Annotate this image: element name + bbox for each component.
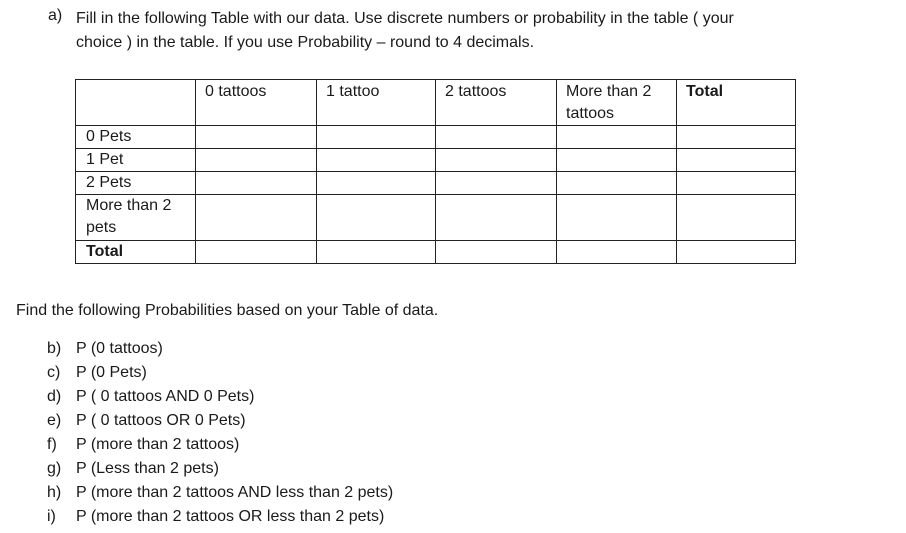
table-cell[interactable]	[317, 195, 436, 241]
table-cell[interactable]	[436, 149, 557, 172]
table-cell[interactable]	[317, 149, 436, 172]
question-label: e)	[47, 412, 62, 429]
table-cell[interactable]	[436, 172, 557, 195]
question-label: h)	[47, 484, 62, 501]
question-label: i)	[47, 508, 56, 525]
table-corner-cell[interactable]	[76, 80, 196, 126]
table-cell[interactable]	[196, 126, 317, 149]
table-cell[interactable]	[677, 126, 796, 149]
probabilities-instructions: Find the following Probabilities based on your Table of data.	[16, 302, 439, 319]
header-2-tattoos: 2 tattoos	[436, 80, 557, 126]
question-text: P (Less than 2 pets)	[76, 460, 219, 477]
table-cell[interactable]	[317, 126, 436, 149]
part-a-line-1: Fill in the following Table with our data. Use discrete numbers or probability in the table ( your	[76, 10, 734, 27]
header-total: Total	[677, 80, 796, 126]
question-text: P (0 tattoos)	[76, 340, 163, 357]
table-cell[interactable]	[196, 172, 317, 195]
table-cell[interactable]	[557, 149, 677, 172]
table-cell[interactable]	[557, 195, 677, 241]
table-cell[interactable]	[677, 195, 796, 241]
table-header-row	[76, 80, 796, 126]
row-label-1-pet: 1 Pet	[76, 149, 196, 172]
question-label: d)	[47, 388, 62, 405]
header-0-tattoos: 0 tattoos	[196, 80, 317, 126]
row-label-more-than-2-pets: More than 2 pets	[76, 195, 196, 241]
table-row	[76, 126, 796, 149]
question-label: g)	[47, 460, 62, 477]
part-a-text	[76, 7, 836, 55]
table-row	[76, 172, 796, 195]
row-label-0-pets: 0 Pets	[76, 126, 196, 149]
table-cell[interactable]	[557, 126, 677, 149]
question-label: b)	[47, 340, 62, 357]
table-cell[interactable]	[317, 172, 436, 195]
table-row	[76, 241, 796, 264]
header-more-than-2-tattoos: More than 2 tattoos	[557, 80, 677, 126]
table-cell[interactable]	[677, 172, 796, 195]
table-cell[interactable]	[196, 149, 317, 172]
table-cell[interactable]	[436, 195, 557, 241]
table-cell[interactable]	[317, 241, 436, 264]
table-cell[interactable]	[557, 241, 677, 264]
part-a-label: a)	[48, 7, 63, 24]
table-cell[interactable]	[196, 241, 317, 264]
question-text: P ( 0 tattoos OR 0 Pets)	[76, 412, 246, 429]
question-text: P (more than 2 tattoos OR less than 2 pets)	[76, 508, 385, 525]
question-text: P (more than 2 tattoos AND less than 2 pets)	[76, 484, 394, 501]
table-cell[interactable]	[436, 241, 557, 264]
question-text: P ( 0 tattoos AND 0 Pets)	[76, 388, 255, 405]
question-text: P (more than 2 tattoos)	[76, 436, 240, 453]
question-label: f)	[47, 436, 57, 453]
part-a-line-2: choice ) in the table. If you use Probability – round to 4 decimals.	[76, 34, 535, 51]
table-cell[interactable]	[436, 126, 557, 149]
row-label-total: Total	[76, 241, 196, 264]
table-row	[76, 149, 796, 172]
header-1-tattoo: 1 tattoo	[317, 80, 436, 126]
table-row	[76, 195, 796, 241]
question-text: P (0 Pets)	[76, 364, 147, 381]
row-label-2-pets: 2 Pets	[76, 172, 196, 195]
table-cell[interactable]	[677, 149, 796, 172]
question-label: c)	[47, 364, 61, 381]
table-cell[interactable]	[677, 241, 796, 264]
table-cell[interactable]	[557, 172, 677, 195]
table-cell[interactable]	[196, 195, 317, 241]
contingency-table	[75, 79, 796, 264]
